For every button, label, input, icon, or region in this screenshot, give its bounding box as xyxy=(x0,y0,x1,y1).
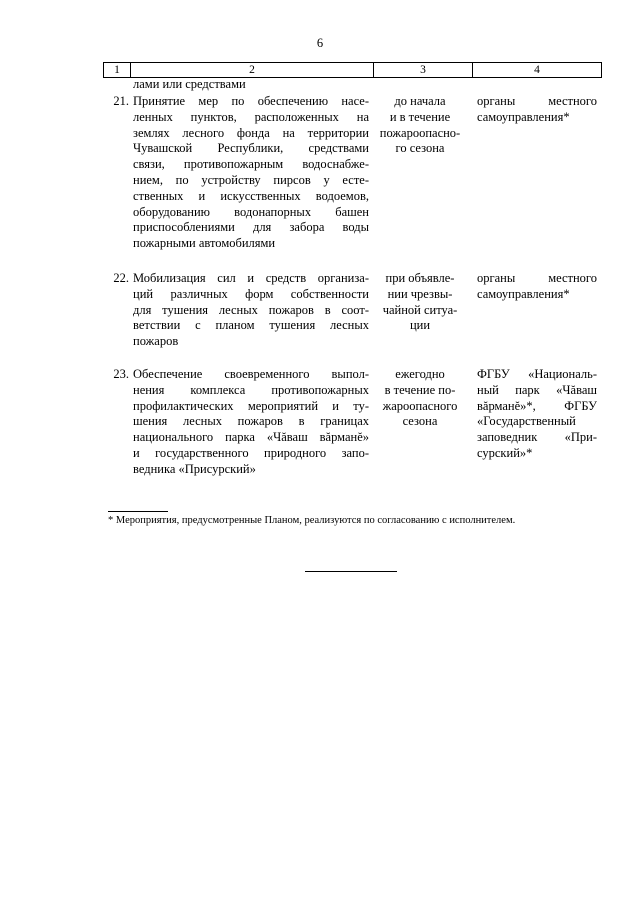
row-executor-line: ФГБУ «Националь- xyxy=(477,367,597,381)
row-description-line: нием, по устройству пирсов у есте- xyxy=(133,172,369,187)
row-number: 21. xyxy=(113,94,129,108)
row-description-line: связи, противопожарным водоснабже- xyxy=(133,157,369,172)
row-term-line: и в течение xyxy=(389,109,451,124)
row-term xyxy=(372,367,468,430)
row-executor-line: ный парк «Чăваш xyxy=(477,382,597,397)
row-description-line: пожаров xyxy=(133,334,179,349)
row-description-line: ведника «Присурский» xyxy=(133,461,256,476)
header-col-2: 2 xyxy=(131,63,374,77)
row-term-line: пожароопасно- xyxy=(379,125,461,140)
row-description-line: нения комплекса противопожарных xyxy=(133,382,369,397)
row-executor-line: «Государственный xyxy=(477,414,576,429)
row-term-line: чайной ситуа- xyxy=(382,302,458,317)
row-term-line: ежегодно xyxy=(395,367,445,381)
row-executor-line: сурский»* xyxy=(477,445,533,460)
row-description-line: и государственного природного запо- xyxy=(133,445,369,460)
row-description-line: оборудованию водонапорных башен xyxy=(133,204,369,219)
row-executor xyxy=(477,94,597,126)
row-description-line: ленных пунктов, расположенных на xyxy=(133,109,369,124)
row-term-line: сезона xyxy=(402,414,438,429)
row-description-line: Мобилизация сил и средств организа- xyxy=(133,271,369,285)
row-description xyxy=(133,94,369,252)
row-description-line: Обеспечение своевременного выпол- xyxy=(133,367,369,381)
row-description-line: землях лесного фонда на территории xyxy=(133,125,369,140)
row-term xyxy=(372,271,468,334)
row-description-line: ций различных форм собственности xyxy=(133,286,369,301)
page-number: 6 xyxy=(316,36,324,50)
row-description-line: национального парка «Чăваш вăрманĕ» xyxy=(133,430,369,445)
row-term-line: при объявле- xyxy=(385,271,455,285)
row-description-line: пожарными автомобилями xyxy=(133,236,276,251)
row-executor-line: самоуправления* xyxy=(477,109,570,124)
continuation-text xyxy=(133,77,369,93)
row-description-line: шения лесных пожаров в границах xyxy=(133,414,369,429)
row-description xyxy=(133,367,369,478)
header-col-3: 3 xyxy=(374,63,473,77)
row-description xyxy=(133,271,369,350)
header-col-4: 4 xyxy=(473,63,602,77)
footnote-rule xyxy=(108,511,168,512)
row-description-line: Принятие мер по обеспечению насе- xyxy=(133,94,369,108)
row-executor-line: заповедник «При- xyxy=(477,430,597,445)
row-term-line: нии чрезвы- xyxy=(387,286,453,301)
row-term-line: го сезона xyxy=(395,141,445,156)
row-executor xyxy=(477,367,597,462)
row-number: 23. xyxy=(113,367,129,381)
row-description-line: ственных и искусственных водоемов, xyxy=(133,188,369,203)
row-executor xyxy=(477,271,597,303)
row-executor-line: самоуправления* xyxy=(477,286,570,301)
row-description-line: Чувашской Республики, средствами xyxy=(133,141,369,156)
row-description-line: приспособлениями для забора воды xyxy=(133,220,369,235)
row-executor-line: вăрманĕ»*, ФГБУ xyxy=(477,398,597,413)
header-col-1: 1 xyxy=(104,63,131,77)
row-term-line: в течение по- xyxy=(384,382,456,397)
row-term-line: ции xyxy=(409,318,431,333)
footnote: * Мероприятия, предусмотренные Планом, реализуются по согласованию с исполнителем. xyxy=(108,515,516,526)
row-term-line: жароопасного xyxy=(382,398,458,413)
end-rule xyxy=(305,571,397,572)
row-term-line: до начала xyxy=(394,94,446,108)
table-header xyxy=(103,62,602,78)
row-description-line: для тушения лесных пожаров в соот- xyxy=(133,302,369,317)
row-term xyxy=(372,94,468,157)
row-description-line: профилактических мероприятий и ту- xyxy=(133,398,369,413)
continuation-line: лами или средствами xyxy=(133,77,246,91)
row-number: 22. xyxy=(113,271,129,285)
row-executor-line: органы местного xyxy=(477,94,597,108)
row-executor-line: органы местного xyxy=(477,271,597,285)
row-description-line: ветствии с планом тушения лесных xyxy=(133,318,369,333)
